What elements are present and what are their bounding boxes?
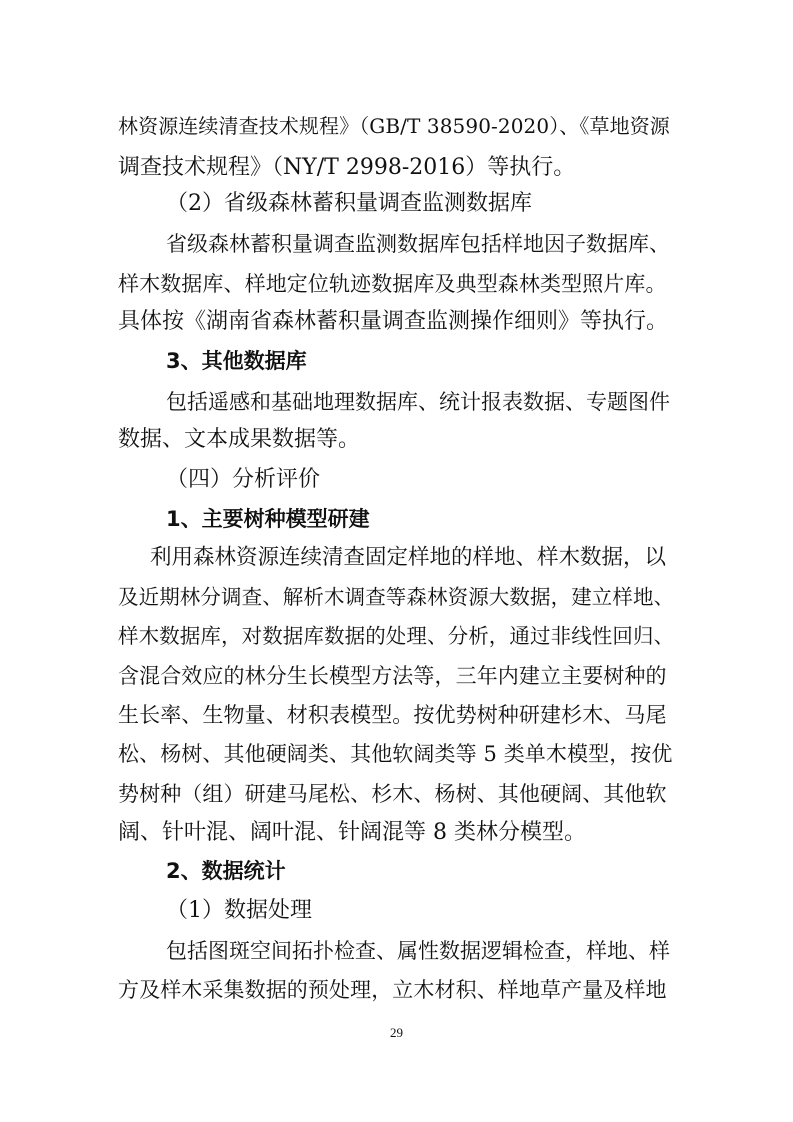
section-heading-data-statistics: 2、数据统计 <box>166 859 286 883</box>
body-line-8: 包括遥感和基础地理数据库、统计报表数据、专题图件 <box>166 390 670 414</box>
section-heading-analysis-evaluation: （四）分析评价 <box>166 467 321 492</box>
body-line-16: 生长率、生物量、材积表模型。按优势树种研建杉木、马尾 <box>118 703 667 727</box>
page-number: 29 <box>390 1025 403 1040</box>
body-line-13: 及近期林分调查、解析木调查等森林资源大数据，建立样地、 <box>118 585 675 609</box>
subsection-heading-data-processing: （1）数据处理 <box>166 898 312 923</box>
section-heading-tree-species-models: 1、主要树种模型研建 <box>166 507 370 531</box>
body-line-22: 包括图斑空间拓扑检查、属性数据逻辑检查，样地、样 <box>166 939 670 963</box>
subsection-heading-provincial-database: （2）省级森林蓄积量调查监测数据库 <box>166 191 532 216</box>
body-line-23: 方及样木采集数据的预处理，立木材积、样地草产量及样地 <box>118 978 667 1002</box>
body-line-14: 样木数据库，对数据库数据的处理、分析，通过非线性回归、 <box>118 624 675 648</box>
body-line-4: 省级森林蓄积量调查监测数据库包括样地因子数据库、 <box>166 232 670 256</box>
body-line-19: 阔、针叶混、阔叶混、针阔混等 8 类林分模型。 <box>118 820 586 845</box>
body-line-17: 松、杨树、其他硬阔类、其他软阔类等 5 类单木模型，按优 <box>118 742 673 766</box>
body-line-5: 样木数据库、样地定位轨迹数据库及典型森林类型照片库。 <box>118 272 667 296</box>
body-line-15: 含混合效应的林分生长模型方法等，三年内建立主要树种的 <box>118 664 667 688</box>
body-line-2: 调查技术规程》（NY/T 2998-2016）等执行。 <box>118 155 576 180</box>
body-line-18: 势树种（组）研建马尾松、杉木、杨树、其他硬阔、其他软 <box>118 782 667 806</box>
body-line-12: 利用森林资源连续清查固定样地的样地、样木数据，以 <box>150 545 667 570</box>
body-line-6: 具体按《湖南省森林蓄积量调查监测操作细则》等执行。 <box>118 309 669 334</box>
section-heading-other-databases: 3、其他数据库 <box>166 349 307 373</box>
body-line-1: 林资源连续清查技术规程》（GB/T 38590-2020）、《草地资源 <box>118 114 670 138</box>
body-line-9: 数据、文本成果数据等。 <box>118 427 361 452</box>
